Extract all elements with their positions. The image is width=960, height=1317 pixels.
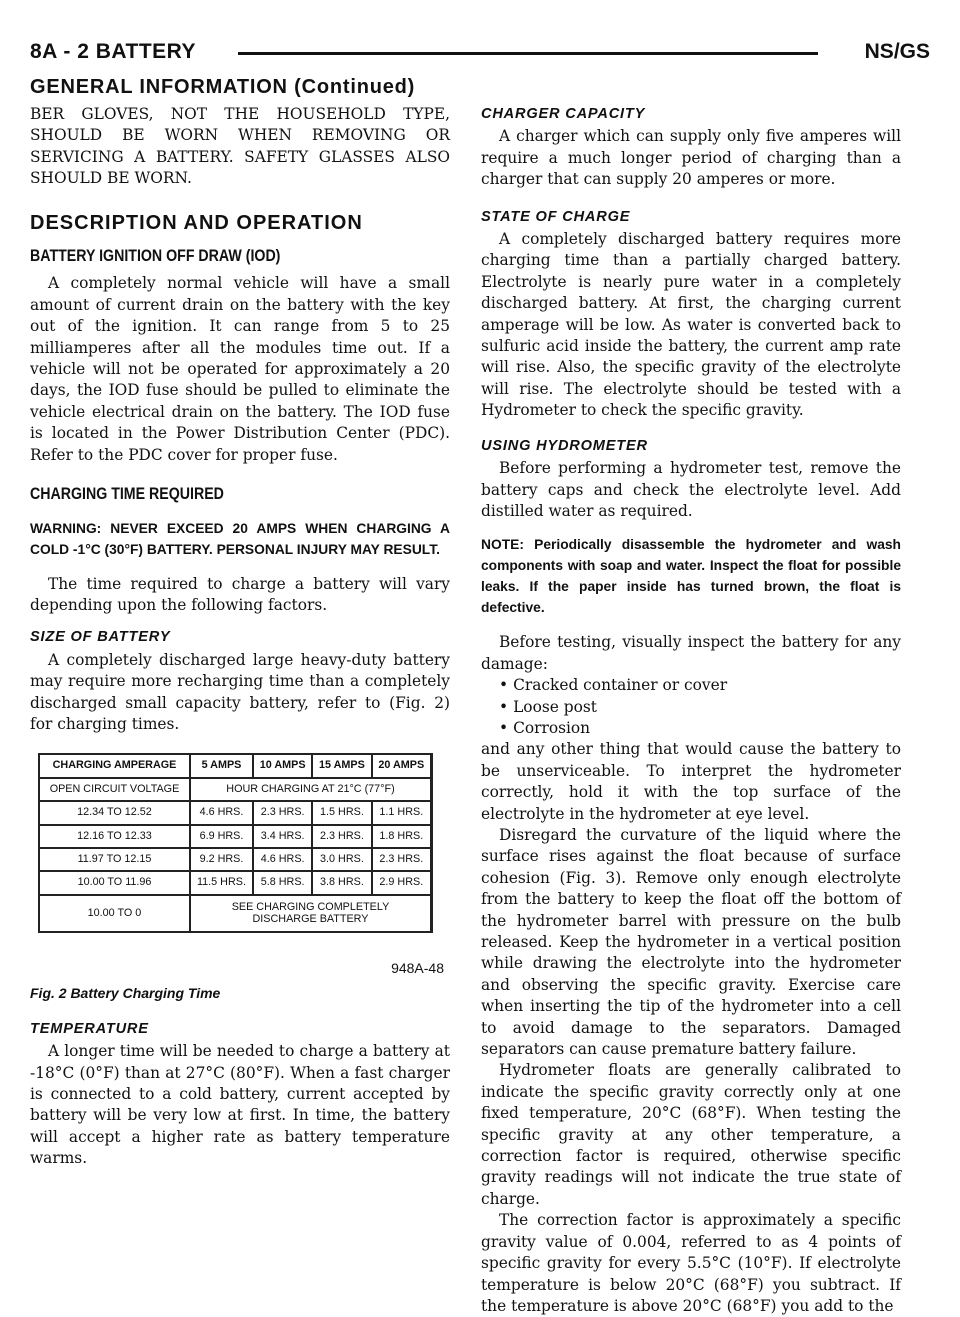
table-cell: 2.3 HRS. [253, 801, 312, 824]
charging-heading: CHARGING TIME REQUIRED [30, 485, 224, 504]
charging-paragraph: The time required to charge a battery will vary depending upon the following factors. [30, 574, 450, 614]
section-title: DESCRIPTION AND OPERATION [30, 211, 363, 234]
table-cell [190, 895, 432, 932]
floats-paragraph: Hydrometer floats are generally calibrated to indicate the specific gravity correctly only at one fixed temperature, 20°C (68°F). When testing the specific gravity at any other temperature, a correction factor is required, otherwise specific gravity readings will not indicate the true state of charge. [481, 1061, 901, 1208]
charging-time-figure [30, 753, 450, 979]
table-cell: 1.5 HRS. [312, 801, 371, 824]
table-row [39, 895, 432, 932]
table-header-cell: CHARGING AMPERAGE [39, 754, 190, 777]
table-header-row [39, 754, 432, 777]
state-paragraph: A completely discharged battery requires more charging time than a partially charged battery. Electrolyte is nearly pure water in a completely discharged battery. At first, the charging current amperage will be low. As water is converted back to sulfuric acid inside the battery, the current amp rate will rise. Also, the specific gravity of the electrolyte will rise. The electrolyte should be tested with a Hydrometer to check the specific gravity. [481, 230, 901, 420]
table-cell: 9.2 HRS. [190, 848, 253, 871]
intro-paragraph: BER GLOVES, NOT THE HOUSEHOLD TYPE, SHOULD BE WORN WHEN REMOVING OR SERVICING A BATTERY. SAFETY GLASSES ALSO SHOULD BE WORN. [30, 105, 450, 188]
table-header-cell: 20 AMPS [372, 754, 432, 777]
temperature-paragraph: A longer time will be needed to charge a battery at -18°C (0°F) than at 27°C (80°F). When a fast charger is connected to a cold battery, current accepted by battery will be very low at first. In time, the battery will accept a higher rate as battery temperature warms. [30, 1042, 450, 1168]
table-cell: 10.00 TO 0 [39, 895, 190, 932]
header-rule [238, 52, 818, 55]
figure-id: 948A-48 [391, 959, 444, 976]
charging-time-table [38, 753, 433, 932]
hydrometer-paragraph: Before performing a hydrometer test, remove the battery caps and check the electrolyte level. Add distilled water as required. [481, 459, 901, 520]
table-row [39, 801, 432, 824]
disregard-paragraph: Disregard the curvature of the liquid where the surface rises against the float because of surface cohesion (Fig. 3). Remove only enough electrolyte from the battery to keep the float off the bottom of the hydrometer barrel with pressure on the bulb released. Keep the hydrometer in a vertical position while drawing the electrolyte into the hydrometer and observing the specific gravity. Exercise care when inserting the tip of the hydrometer into a cell to avoid damage to the separators. Damaged separators can cause premature battery failure. [481, 825, 901, 1059]
table-header-cell: 5 AMPS [190, 754, 253, 777]
table-cell: 1.1 HRS. [372, 801, 432, 824]
warning-text: WARNING: NEVER EXCEED 20 AMPS WHEN CHARGING A COLD -1°C (30°F) BATTERY. PERSONAL INJURY MAY RESULT. [30, 520, 450, 557]
figure-caption: Fig. 2 Battery Charging Time [30, 985, 221, 1002]
state-heading: STATE OF CHARGE [481, 208, 631, 225]
damage-list [481, 675, 901, 739]
note-text: NOTE: Periodically disassemble the hydrometer and wash components with soap and water. Inspect the float for possible leaks. If the paper inside has turned brown, the float is defective. [481, 537, 901, 616]
table-header-cell: 10 AMPS [253, 754, 312, 777]
table-cell: 11.97 TO 12.15 [39, 848, 190, 871]
table-cell: 4.6 HRS. [190, 801, 253, 824]
after-list-paragraph: and any other thing that would cause the battery to be unserviceable. To interpret the hydrometer correctly, hold it with the top surface of the electrolyte in the hydrometer at eye level. [481, 740, 901, 823]
table-cell: 3.4 HRS. [253, 825, 312, 848]
table-cell: 2.9 HRS. [372, 871, 432, 894]
inspect-paragraph: Before testing, visually inspect the battery for any damage: [481, 633, 901, 673]
table-row [39, 825, 432, 848]
table-cell: 12.34 TO 12.52 [39, 801, 190, 824]
list-item: • Corrosion [499, 718, 901, 739]
model-code: NS/GS [864, 40, 930, 63]
table-note-line: SEE CHARGING COMPLETELY [231, 901, 390, 914]
table-cell: 3.0 HRS. [312, 848, 371, 871]
table-cell: 4.6 HRS. [253, 848, 312, 871]
table-cell: 2.3 HRS. [312, 825, 371, 848]
page-header [30, 40, 930, 74]
correction-paragraph: The correction factor is approximately a specific gravity value of 0.004, referred to as 4 points of specific gravity for every 5.5°C (10°F). If electrolyte temperature is below 20°C (68°F) you subtract. If the temperature is above 20°C (68°F) you add to the [481, 1211, 901, 1315]
table-cell: 6.9 HRS. [190, 825, 253, 848]
page-number: 8A - 2 BATTERY [30, 40, 197, 63]
table-cell: 12.16 TO 12.33 [39, 825, 190, 848]
list-item: • Loose post [499, 697, 901, 718]
table-cell: 10.00 TO 11.96 [39, 871, 190, 894]
list-item: • Cracked container or cover [499, 675, 901, 696]
capacity-heading: CHARGER CAPACITY [481, 106, 646, 122]
table-row [39, 848, 432, 871]
table-cell: 11.5 HRS. [190, 871, 253, 894]
size-paragraph: A completely discharged large heavy-duty battery may require more recharging time than a completely discharged small capacity battery, refer to (Fig. 2) for charging times. [30, 650, 450, 733]
capacity-paragraph: A charger which can supply only five amperes will require a much longer period of charging than a charger that can supply 20 amperes or more. [481, 127, 901, 189]
table-cell: 1.8 HRS. [372, 825, 432, 848]
table-cell: 5.8 HRS. [253, 871, 312, 894]
table-row [39, 871, 432, 894]
hydrometer-heading: USING HYDROMETER [481, 437, 648, 454]
table-row [39, 778, 432, 801]
table-cell: 2.3 HRS. [372, 848, 432, 871]
right-column [481, 104, 901, 1317]
temperature-heading: TEMPERATURE [30, 1020, 149, 1037]
size-heading: SIZE OF BATTERY [30, 629, 171, 646]
continued-heading: GENERAL INFORMATION (Continued) [30, 76, 416, 98]
table-cell: OPEN CIRCUIT VOLTAGE [39, 778, 190, 801]
left-column [30, 104, 450, 1170]
table-note-line: DISCHARGE BATTERY [252, 913, 369, 926]
table-header-cell: 15 AMPS [312, 754, 371, 777]
iod-paragraph: A completely normal vehicle will have a small amount of current drain on the battery with the key out of the ignition. It can range from 5 to 25 milliamperes after all the modules time out. If a vehicle will not be operated for approximately a 20 days, the IOD fuse should be pulled to eliminate the vehicle electrical drain on the battery. The IOD fuse is located in the Power Distribution Center (PDC). Refer to the PDC cover for proper fuse. [30, 274, 450, 464]
iod-heading: BATTERY IGNITION OFF DRAW (IOD) [30, 247, 281, 266]
table-cell: HOUR CHARGING AT 21°C (77°F) [190, 778, 432, 801]
table-cell: 3.8 HRS. [312, 871, 371, 894]
